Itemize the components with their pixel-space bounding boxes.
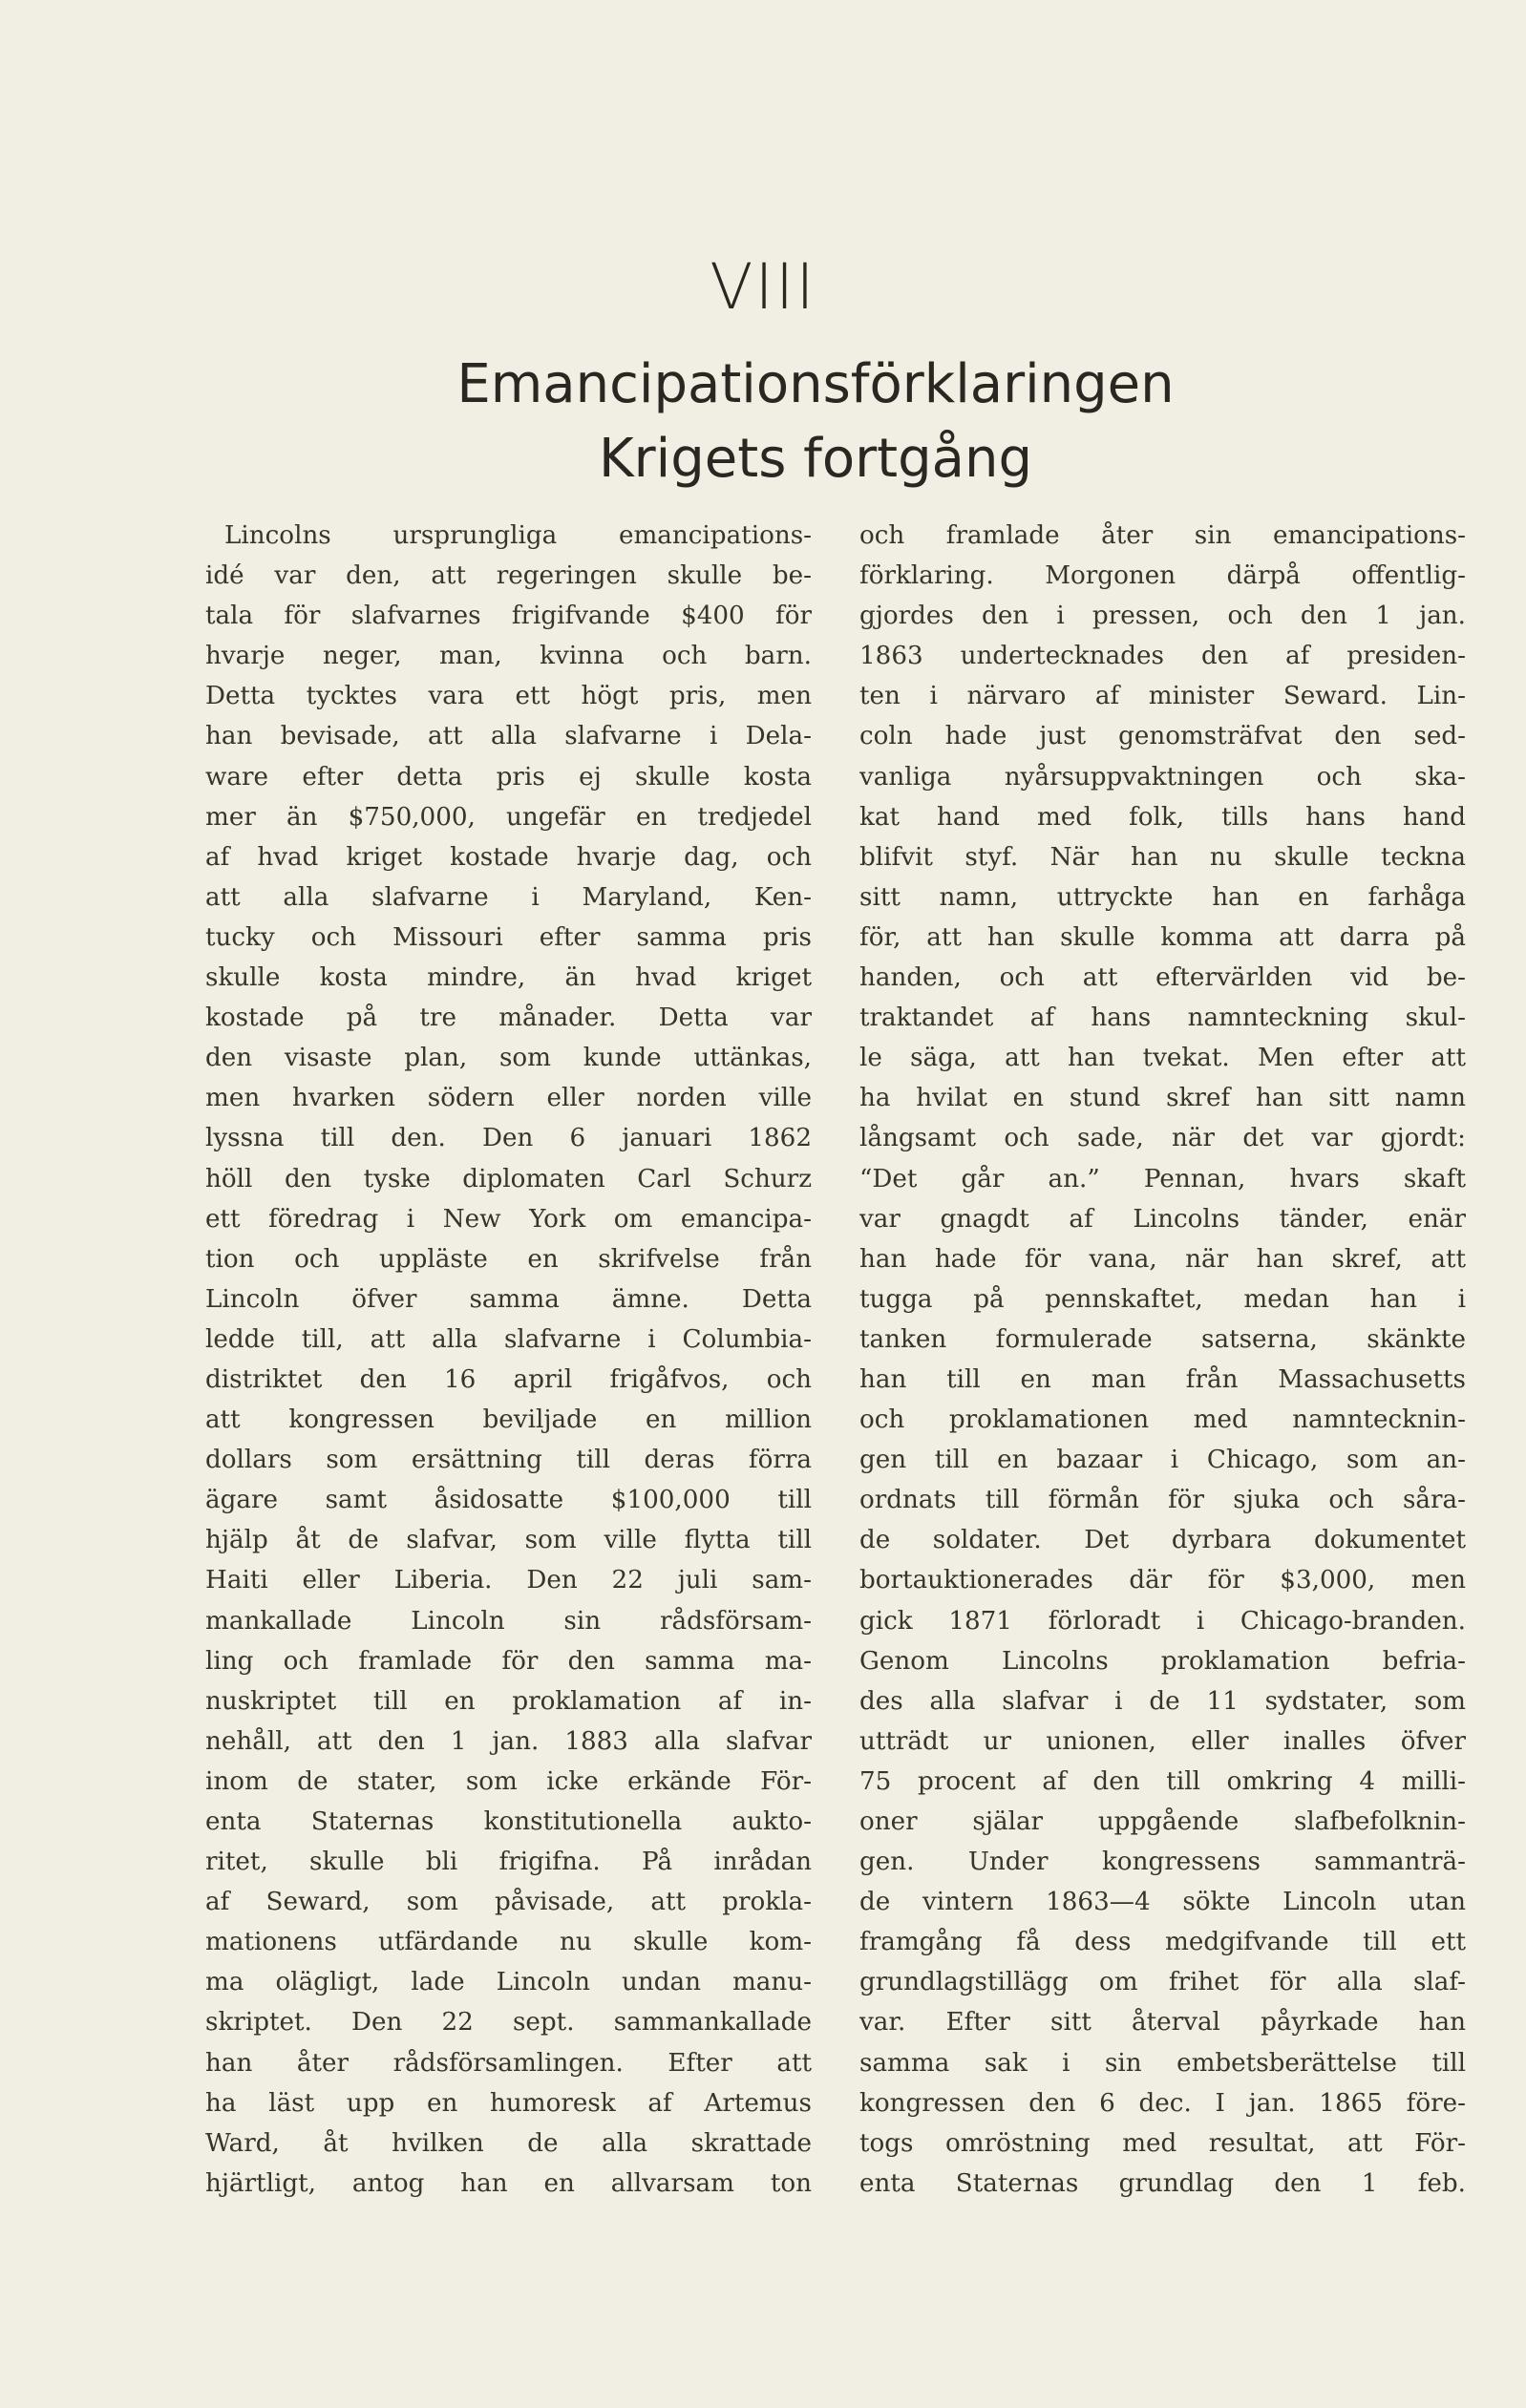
text-line: han bevisade, att alla slafvarne i Dela-: [205, 722, 812, 751]
chapter-number: VIII: [710, 250, 816, 324]
text-line: ling och framlade för den samma ma-: [205, 1646, 812, 1676]
text-line: le säga, att han tvekat. Men efter att: [859, 1044, 1466, 1073]
text-line: enta Staternas grundlag den 1 feb.: [859, 2168, 1466, 2198]
text-line: ledde till, att alla slafvarne i Columbia-: [205, 1324, 812, 1354]
text-line: tala för slafvarnes frigifvande $400 för: [205, 602, 812, 631]
text-line: han åter rådsförsamlingen. Efter att: [205, 2048, 812, 2078]
text-line: oner själar uppgående slafbefolknin-: [859, 1807, 1466, 1836]
text-line: nehåll, att den 1 jan. 1883 alla slafvar: [205, 1726, 812, 1756]
text-line: Genom Lincolns proklamation befria-: [859, 1646, 1466, 1676]
text-line: idé var den, att regeringen skulle be-: [205, 561, 812, 591]
text-line: ware efter detta pris ej skulle kosta: [205, 762, 812, 792]
right-text-column: [859, 516, 1466, 2204]
text-line: utträdt ur unionen, eller inalles öfver: [859, 1726, 1466, 1756]
text-line: de vintern 1863—4 sökte Lincoln utan: [859, 1888, 1466, 1917]
text-line: långsamt och sade, när det var gjordt:: [859, 1124, 1466, 1153]
text-line: Ward, åt hvilken de alla skrattade: [205, 2128, 812, 2158]
text-line: ägare samt åsidosatte $100,000 till: [205, 1486, 812, 1515]
text-line: sitt namn, uttryckte han en farhåga: [859, 882, 1466, 912]
text-line: men hvarken södern eller norden ville: [205, 1084, 812, 1113]
text-line: 1863 undertecknades den af presiden-: [859, 642, 1466, 671]
text-line: kat hand med folk, tills hans hand: [859, 802, 1466, 832]
text-line: af hvad kriget kostade hvarje dag, och: [205, 842, 812, 872]
text-line: för, att han skulle komma att darra på: [859, 922, 1466, 952]
text-line: hjälp åt de slafvar, som ville flytta till: [205, 1526, 812, 1555]
left-text-column: [205, 516, 812, 2204]
text-line: hjärtligt, antog han en allvarsam ton: [205, 2168, 812, 2198]
text-line: och framlade åter sin emancipations-: [859, 521, 1466, 550]
text-line: han till en man från Massachusetts: [859, 1364, 1466, 1394]
text-line: mankallade Lincoln sin rådsförsam-: [205, 1606, 812, 1636]
text-line: af Seward, som påvisade, att prokla-: [205, 1888, 812, 1917]
text-line: framgång få dess medgifvande till ett: [859, 1928, 1466, 1957]
text-line: coln hade just genomsträfvat den sed-: [859, 722, 1466, 751]
text-line: de soldater. Det dyrbara dokumentet: [859, 1526, 1466, 1555]
text-line: var gnagdt af Lincolns tänder, enär: [859, 1204, 1466, 1234]
text-line: ha hvilat en stund skref han sitt namn: [859, 1084, 1466, 1113]
text-line: höll den tyske diplomaten Carl Schurz: [205, 1164, 812, 1193]
text-line: des alla slafvar i de 11 sydstater, som: [859, 1686, 1466, 1716]
text-line: ritet, skulle bli frigifna. På inrådan: [205, 1848, 812, 1877]
text-line: förklaring. Morgonen därpå offentlig-: [859, 561, 1466, 591]
text-line: tanken formulerade satserna, skänkte: [859, 1324, 1466, 1354]
text-line: ordnats till förmån för sjuka och såra-: [859, 1486, 1466, 1515]
text-line: inom de stater, som icke erkände För-: [205, 1766, 812, 1796]
text-line: Lincolns ursprungliga emancipations-: [224, 521, 812, 550]
text-line: lyssna till den. Den 6 januari 1862: [205, 1124, 812, 1153]
text-line: handen, och att eftervärlden vid be-: [859, 963, 1466, 993]
text-line: han hade för vana, när han skref, att: [859, 1244, 1466, 1274]
text-line: gick 1871 förloradt i Chicago-branden.: [859, 1606, 1466, 1636]
text-line: grundlagstillägg om frihet för alla slaf-: [859, 1968, 1466, 1997]
text-line: kostade på tre månader. Detta var: [205, 1003, 812, 1033]
text-line: tion och uppläste en skrifvelse från: [205, 1244, 812, 1274]
text-line: traktandet af hans namnteckning skul-: [859, 1003, 1466, 1033]
text-line: skriptet. Den 22 sept. sammankallade: [205, 2008, 812, 2038]
text-line: tugga på pennskaftet, medan han i: [859, 1284, 1466, 1314]
text-line: samma sak i sin embetsberättelse till: [859, 2048, 1466, 2078]
text-line: var. Efter sitt återval påyrkade han: [859, 2008, 1466, 2038]
text-line: vanliga nyårsuppvaktningen och ska-: [859, 762, 1466, 792]
text-line: gen till en bazaar i Chicago, som an-: [859, 1446, 1466, 1475]
text-line: bortauktionerades där för $3,000, men: [859, 1566, 1466, 1595]
text-line: kongressen den 6 dec. I jan. 1865 före-: [859, 2088, 1466, 2118]
text-line: ma olägligt, lade Lincoln undan manu-: [205, 1968, 812, 1997]
text-line: ten i närvaro af minister Seward. Lin-: [859, 682, 1466, 711]
text-line: togs omröstning med resultat, att För-: [859, 2128, 1466, 2158]
text-line: blifvit styf. När han nu skulle teckna: [859, 842, 1466, 872]
text-line: att alla slafvarne i Maryland, Ken-: [205, 882, 812, 912]
text-line: Detta tycktes vara ett högt pris, men: [205, 682, 812, 711]
text-line: och proklamationen med namntecknin-: [859, 1405, 1466, 1435]
text-line: dollars som ersättning till deras förra: [205, 1446, 812, 1475]
text-line: den visaste plan, som kunde uttänkas,: [205, 1044, 812, 1073]
text-line: gjordes den i pressen, och den 1 jan.: [859, 602, 1466, 631]
text-line: mationens utfärdande nu skulle kom-: [205, 1928, 812, 1957]
text-line: tucky och Missouri efter samma pris: [205, 922, 812, 952]
text-line: nuskriptet till en proklamation af in-: [205, 1686, 812, 1716]
text-line: enta Staternas konstitutionella aukto-: [205, 1807, 812, 1836]
text-line: “Det går an.” Pennan, hvars skaft: [859, 1164, 1466, 1193]
text-line: skulle kosta mindre, än hvad kriget: [205, 963, 812, 993]
text-line: hvarje neger, man, kvinna och barn.: [205, 642, 812, 671]
chapter-subtitle: Krigets fortgång: [598, 428, 1033, 490]
text-line: 75 procent af den till omkring 4 milli-: [859, 1766, 1466, 1796]
text-line: att kongressen beviljade en million: [205, 1405, 812, 1435]
text-line: gen. Under kongressens sammanträ-: [859, 1848, 1466, 1877]
text-line: Lincoln öfver samma ämne. Detta: [205, 1284, 812, 1314]
text-line: mer än $750,000, ungefär en tredjedel: [205, 802, 812, 832]
text-line: Haiti eller Liberia. Den 22 juli sam-: [205, 1566, 812, 1595]
text-line: ha läst upp en humoresk af Artemus: [205, 2088, 812, 2118]
text-line: ett föredrag i New York om emancipa-: [205, 1204, 812, 1234]
text-line: distriktet den 16 april frigåfvos, och: [205, 1364, 812, 1394]
chapter-title: Emancipationsförklaringen: [456, 353, 1175, 415]
